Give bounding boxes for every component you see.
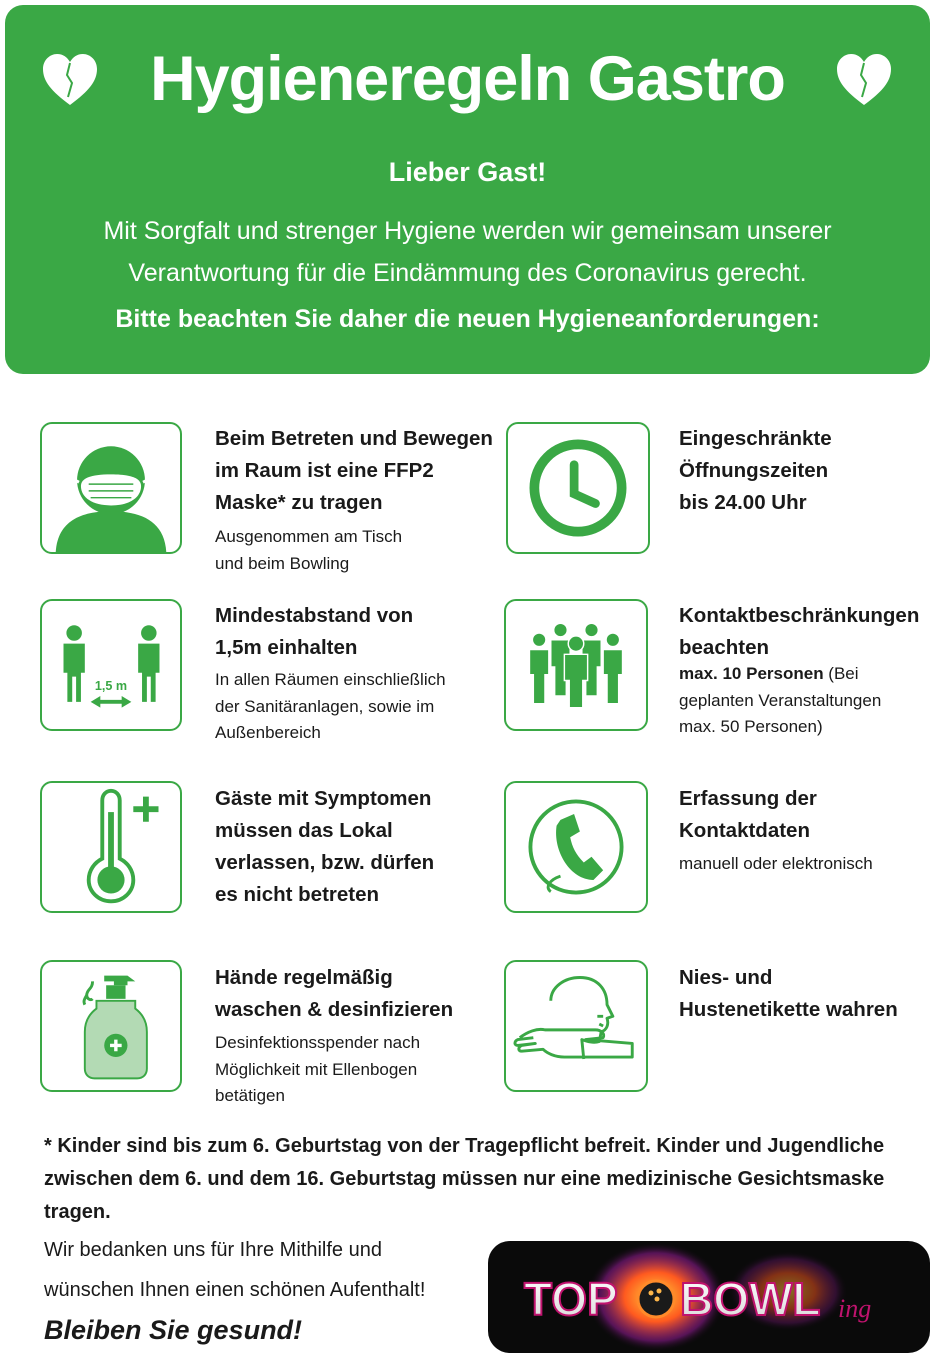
page-title: Hygieneregeln Gastro — [150, 44, 785, 114]
footnote-line: zwischen dem 6. und dem 16. Geburtstag müssen nur eine medizinische Gesichtsmaske tragen. — [44, 1168, 885, 1223]
rule-mask-title — [215, 423, 505, 519]
rule-title-line: im Raum ist eine FFP2 — [215, 459, 434, 482]
rule-title-line: Hände regelmäßig — [215, 966, 393, 989]
rule-title-line: beachten — [679, 636, 769, 659]
rule-title-line: waschen & desinfizieren — [215, 998, 454, 1021]
rule-title-line: Mindestabstand von — [215, 604, 414, 627]
topbowling-logo — [488, 1241, 930, 1353]
distance-label: 1,5 m — [94, 679, 128, 694]
header-banner — [5, 5, 930, 374]
rule-title-line: Kontaktdaten — [679, 819, 810, 842]
rule-hours-title — [679, 423, 937, 519]
rule-distance-title — [215, 600, 505, 664]
rule-title-line: Hustenetikette wahren — [679, 998, 898, 1021]
rule-title-line: Kontaktbeschränkungen — [679, 604, 920, 627]
thanks-line: wünschen Ihnen einen schönen Aufenthalt! — [44, 1279, 426, 1301]
footnote — [44, 1130, 924, 1229]
rule-sneeze-title — [679, 962, 937, 1026]
intro-line: Verantwortung für die Eindämmung des Coronavirus gerecht. — [128, 259, 807, 287]
rule-desc-line: betätigen — [215, 1086, 285, 1105]
rule-desc-line: und beim Bowling — [215, 553, 350, 573]
rule-title-line: Maske* zu tragen — [215, 491, 383, 514]
mask-person-icon — [40, 422, 182, 554]
rule-title-line: müssen das Lokal — [215, 819, 393, 842]
rule-desc-line: Ausgenommen am Tisch — [215, 527, 403, 546]
rule-desc-line — [679, 661, 937, 688]
rule-desc-line: max. 50 Personen) — [679, 717, 823, 736]
sneeze-elbow-icon — [504, 960, 648, 1092]
rule-contacts-desc — [679, 661, 937, 741]
rule-desc-line: Möglichkeit mit Ellenbogen — [215, 1059, 418, 1079]
stay-healthy: Bleiben Sie gesund! — [44, 1315, 303, 1345]
logo-word-top: TOP — [524, 1273, 618, 1325]
rule-desc-line: In allen Räumen einschließlich — [215, 670, 446, 689]
thanks-text — [44, 1230, 464, 1310]
distance-icon — [40, 599, 182, 731]
rule-distance-desc — [215, 667, 505, 747]
intro-line: Mit Sorgfalt und strenger Hygiene werden wir gemeinsam unserer — [103, 217, 832, 245]
rule-hands-title — [215, 962, 505, 1026]
rule-title-line: Nies- und — [679, 966, 773, 989]
intro-text — [85, 210, 850, 294]
rule-title-line: 1,5m einhalten — [215, 636, 358, 659]
rule-desc-line: Außenbereich — [215, 723, 321, 742]
rule-desc-line: der Sanitäranlagen, sowie im — [215, 696, 435, 716]
rule-desc-text: (Bei — [823, 664, 859, 683]
rule-title-line: Beim Betreten und Bewegen — [215, 427, 493, 450]
rule-title-line: Öffnungszeiten — [679, 459, 829, 482]
greeting: Lieber Gast! — [388, 157, 547, 187]
rule-title-line: verlassen, bzw. dürfen — [215, 851, 435, 874]
rule-hands-desc — [215, 1030, 505, 1110]
thanks-line: Wir bedanken uns für Ihre Mithilfe und — [44, 1239, 382, 1261]
rule-desc-line: manuell oder elektronisch — [679, 854, 873, 873]
rule-contact-data-title — [679, 783, 937, 847]
rule-mask-desc — [215, 524, 505, 577]
phone-icon — [504, 781, 648, 913]
soap-dispenser-icon — [40, 960, 182, 1092]
rule-title-line: bis 24.00 Uhr — [679, 491, 807, 514]
rule-title-line: Eingeschränkte — [679, 427, 832, 450]
max-persons: max. 10 Personen — [679, 664, 824, 683]
rule-contacts-title — [679, 600, 937, 664]
logo-suffix: ing — [838, 1294, 872, 1323]
thermometer-icon — [40, 781, 182, 913]
rule-title-line: es nicht betreten — [215, 883, 380, 906]
rule-title-line: Erfassung der — [679, 787, 817, 810]
rule-contact-data-desc — [679, 851, 937, 878]
call-to-action: Bitte beachten Sie daher die neuen Hygieneanforderungen: — [115, 305, 820, 333]
rule-symptoms-title — [215, 783, 505, 911]
logo-word-bowl: BOWL — [680, 1273, 821, 1325]
footnote-line: * Kinder sind bis zum 6. Geburtstag von der Tragepflicht befreit. Kinder und Jugendliche — [44, 1135, 885, 1157]
clock-icon — [506, 422, 650, 554]
rule-desc-line: Desinfektionsspender nach — [215, 1033, 421, 1052]
rule-desc-line: geplanten Veranstaltungen — [679, 690, 882, 710]
group-icon — [504, 599, 648, 731]
rule-title-line: Gäste mit Symptomen — [215, 787, 432, 810]
